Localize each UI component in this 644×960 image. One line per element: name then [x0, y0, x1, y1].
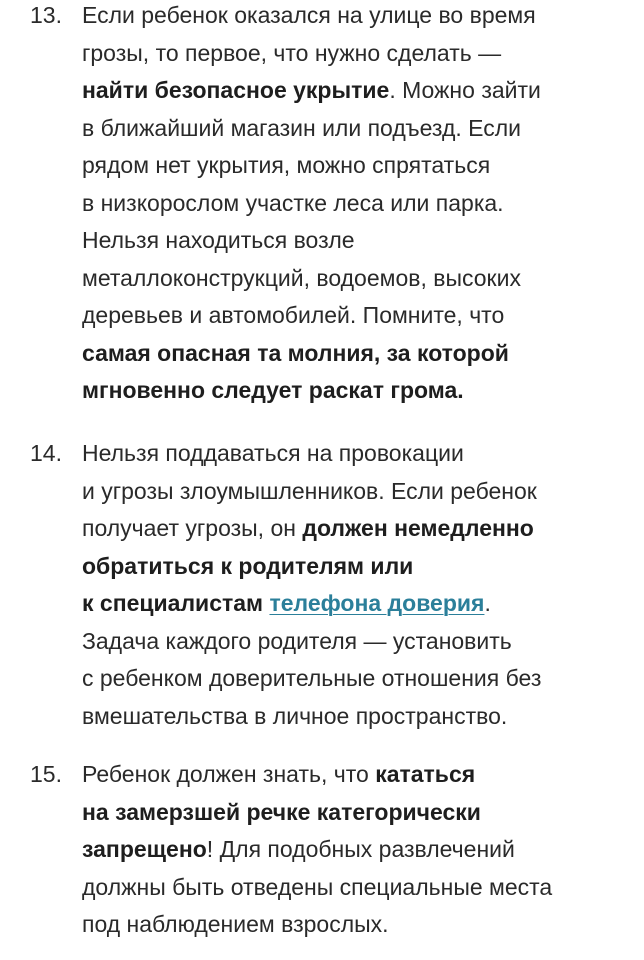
text-line: [82, 585, 622, 623]
bold-text: мгновенно следует раскат грома.: [82, 377, 464, 403]
bold-text: запрещено: [82, 836, 207, 862]
plain-text: в низкорослом участке леса или парка.: [82, 189, 504, 216]
text-line: [82, 869, 622, 907]
text-line: [82, 906, 622, 944]
bold-text: на замерзшей речке категорически: [82, 798, 481, 825]
plain-text: ! Для подобных развлечений: [206, 836, 515, 862]
text-line: [82, 0, 622, 35]
plain-text: .: [484, 590, 491, 616]
plain-text: с ребенком доверительные отношения без: [82, 665, 542, 691]
plain-text: Задача каждого родителя — установить: [82, 627, 512, 654]
text-line: [82, 222, 622, 260]
plain-text: Нельзя поддаваться на провокации: [82, 440, 464, 466]
plain-text: под наблюдением взрослых.: [82, 911, 389, 937]
text-line: [82, 335, 622, 373]
plain-text: грозы, то первое, что нужно сделать —: [82, 39, 502, 66]
bold-text: найти безопасное укрытие: [82, 77, 390, 103]
text-line: [82, 260, 622, 298]
text-line: [82, 372, 622, 410]
bold-text: к специалистам: [82, 590, 270, 616]
text-line: [82, 435, 622, 473]
text-line: [82, 473, 622, 511]
text-line: [82, 297, 622, 335]
plain-text: в ближайший магазин или подъезд. Если: [82, 114, 521, 141]
item-text: [82, 756, 622, 944]
plain-text: Ребенок должен знать, что: [82, 761, 376, 787]
text-line: [82, 510, 622, 548]
text-line: [82, 147, 622, 185]
text-line: [82, 698, 622, 736]
item-number: 15.: [30, 761, 62, 787]
text-line: [82, 35, 622, 73]
item-number: 13.: [30, 2, 62, 28]
text-line: [82, 831, 622, 869]
plain-text: должны быть отведены специальные места: [82, 873, 553, 900]
plain-text: . Можно зайти: [389, 77, 541, 103]
plain-text: деревьев и автомобилей. Помните, что: [82, 302, 505, 328]
plain-text: рядом нет укрытия, можно спрятаться: [82, 152, 491, 178]
text-line: [82, 110, 622, 148]
plain-text: вмешательства в личное пространство.: [82, 702, 508, 729]
bold-text: самая опасная та молния, за которой: [82, 339, 509, 366]
plain-text: Нельзя находиться возле: [82, 227, 355, 253]
plain-text: Если ребенок оказался на улице во время: [82, 2, 536, 28]
bold-text: должен немедленно: [302, 515, 534, 541]
text-line: [82, 548, 622, 586]
text-line: [82, 623, 622, 661]
text-line: [82, 756, 622, 794]
hotline-link[interactable]: телефона доверия: [269, 590, 485, 616]
plain-text: получает угрозы, он: [82, 515, 303, 541]
text-line: [82, 72, 622, 110]
bold-text: кататься: [375, 761, 476, 787]
text-line: [82, 185, 622, 223]
plain-text: и угрозы злоумышленников. Если ребенок: [82, 477, 537, 504]
text-line: [82, 660, 622, 698]
plain-text: металлоконструкций, водоемов, высоких: [82, 264, 521, 291]
bold-text: обратиться к родителям или: [82, 552, 414, 579]
item-text: [82, 0, 622, 410]
item-text: [82, 435, 622, 735]
item-number: 14.: [30, 440, 62, 466]
text-line: [82, 794, 622, 832]
